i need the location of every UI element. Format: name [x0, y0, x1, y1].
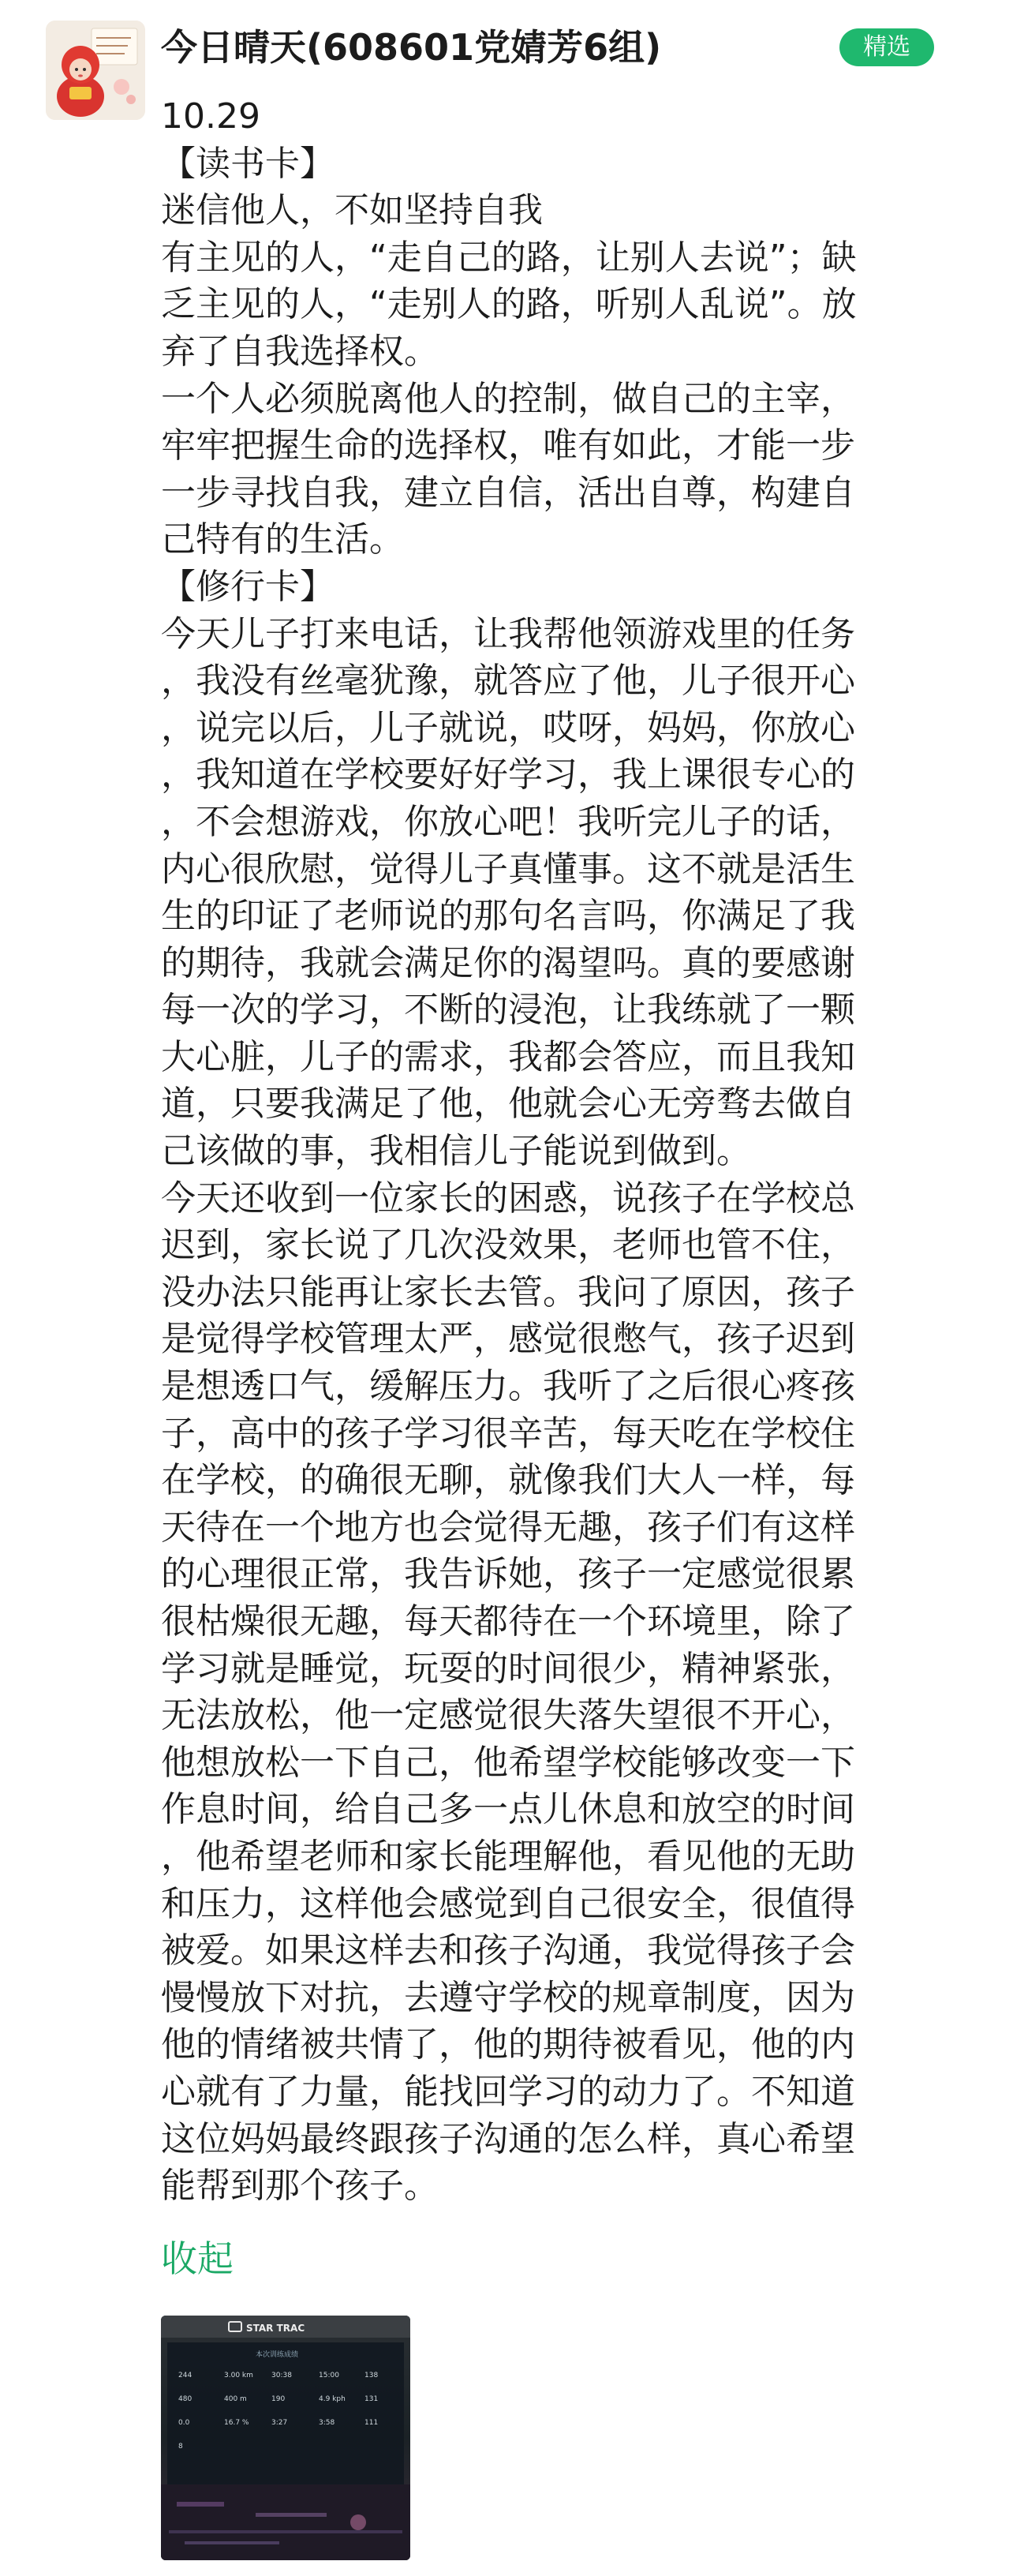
photo-screen-title: 本次训练成绩: [256, 2351, 299, 2359]
content-line: ，说完以后，儿子就说，哎呀，妈妈，你放心: [161, 707, 855, 748]
content-line: 天待在一个地方也会觉得无趣，孩子们有这样: [161, 1507, 855, 1548]
content-line: 生的印证了老师说的那句名言吗，你满足了我: [161, 896, 855, 937]
content-line: 道，只要我满足了他，他就会心无旁骛去做自: [161, 1084, 855, 1125]
post-content: [161, 93, 950, 2210]
photo-readout: 16.7 %: [224, 2419, 249, 2427]
avatar-illustration: [46, 21, 145, 120]
content-line: 内心很欣慰，觉得儿子真懂事。这不就是活生: [161, 848, 855, 889]
content-line: 没办法只能再让家长去管。我问了原因，孩子: [161, 1271, 855, 1312]
content-line: 学习就是睡觉，玩耍的时间很少，精神紧张，: [161, 1648, 855, 1689]
content-line: 【读书卡】: [161, 143, 335, 184]
photo-readout: 111: [364, 2419, 379, 2427]
content-line: 子，高中的孩子学习很辛苦，每天吃在学校住: [161, 1413, 855, 1454]
content-line: 己该做的事，我相信儿子能说到做到。: [161, 1131, 751, 1172]
content-line: 每一次的学习，不断的浸泡，让我练就了一颗: [161, 990, 855, 1031]
photo-readout: 244: [178, 2372, 193, 2379]
photo-readout: 138: [364, 2372, 379, 2379]
content-line: 今天还收到一位家长的困惑，说孩子在学校总: [161, 1178, 855, 1219]
avatar[interactable]: [46, 21, 145, 120]
content-line: 的期待，我就会满足你的渴望吗。真的要感谢: [161, 942, 855, 983]
content-line: 【修行卡】: [161, 566, 335, 607]
author-name[interactable]: 今日晴天(608601党婧芳6组): [161, 26, 662, 69]
content-line: 是觉得学校管理太严，感觉很憋气，孩子迟到: [161, 1319, 855, 1360]
photo-readout: 4.9 kph: [319, 2395, 346, 2403]
content-line: 作息时间，给自己多一点儿休息和放空的时间: [161, 1789, 855, 1830]
post-date: 10.29: [161, 96, 260, 137]
photo-brand: STAR TRAC: [246, 2323, 305, 2334]
photo-readout: 3:27: [271, 2419, 288, 2427]
photo-readout: 480: [178, 2395, 193, 2403]
photo-readout: 131: [364, 2395, 379, 2403]
content-line: 大心脏，儿子的需求，我都会答应，而且我知: [161, 1036, 855, 1077]
photo-readout: 3.00 km: [224, 2372, 253, 2379]
content-line: 的心理很正常，我告诉她，孩子一定感觉很累: [161, 1554, 855, 1595]
content-line: 一步寻找自我，建立自信，活出自尊，构建自: [161, 472, 855, 513]
content-line: 这位妈妈最终跟孩子沟通的怎么样，真心希望: [161, 2118, 855, 2159]
content-line: 无法放松，他一定感觉很失落失望很不开心，: [161, 1695, 855, 1736]
content-line: 今天儿子打来电话，让我帮他领游戏里的任务: [161, 613, 855, 654]
photo-readout: 30:38: [271, 2372, 292, 2379]
content-line: 能帮到那个孩子。: [161, 2166, 439, 2207]
collapse-link[interactable]: 收起: [161, 2237, 234, 2280]
content-line: ，我没有丝毫犹豫，就答应了他，儿子很开心: [161, 661, 855, 702]
content-line: 乏主见的人，“走别人的路，听别人乱说”。放: [161, 284, 857, 325]
content-line: 很枯燥很无趣，每天都待在一个环境里，除了: [161, 1601, 855, 1642]
photo-readout: 190: [271, 2395, 286, 2403]
content-line: 迟到，家长说了几次没效果，老师也管不住，: [161, 1225, 855, 1266]
content-line: 牢牢把握生命的选择权，唯有如此，才能一步: [161, 425, 855, 466]
content-line: 在学校，的确很无聊，就像我们大人一样，每: [161, 1460, 855, 1501]
content-line: 慢慢放下对抗，去遵守学校的规章制度，因为: [161, 1977, 855, 2018]
content-line: 心就有了力量，能找回学习的动力了。不知道: [161, 2071, 855, 2112]
content-line: 迷信他人，不如坚持自我: [161, 190, 543, 231]
photo-readout: 15:00: [319, 2372, 339, 2379]
content-line: 和压力，这样他会感觉到自己很安全，很值得: [161, 1883, 855, 1924]
featured-badge: 精选: [839, 28, 934, 66]
content-line: 被爱。如果这样去和孩子沟通，我觉得孩子会: [161, 1930, 855, 1971]
photo-readout: 8: [178, 2443, 183, 2451]
content-line: 有主见的人，“走自己的路，让别人去说”；缺: [161, 237, 857, 278]
content-line: 他的情绪被共情了，他的期待被看见，他的内: [161, 2024, 855, 2065]
photo-readout: 3:58: [319, 2419, 335, 2427]
content-line: ，不会想游戏，你放心吧！我听完儿子的话，: [161, 801, 855, 842]
content-line: 一个人必须脱离他人的控制，做自己的主宰，: [161, 378, 855, 419]
photo-readout: 400 m: [224, 2395, 247, 2403]
content-line: 弃了自我选择权。: [161, 331, 439, 372]
treadmill-photo-image: [161, 2316, 410, 2560]
content-line: 他想放松一下自己，他希望学校能够改变一下: [161, 1742, 855, 1783]
content-line: 是想透口气，缓解压力。我听了之后很心疼孩: [161, 1366, 855, 1407]
content-line: ，我知道在学校要好好学习，我上课很专心的: [161, 754, 855, 796]
photo-readout: 0.0: [178, 2419, 190, 2427]
treadmill-photo[interactable]: [161, 2316, 410, 2560]
content-line: 己特有的生活。: [161, 519, 404, 560]
content-line: ，他希望老师和家长能理解他，看见他的无助: [161, 1836, 855, 1877]
